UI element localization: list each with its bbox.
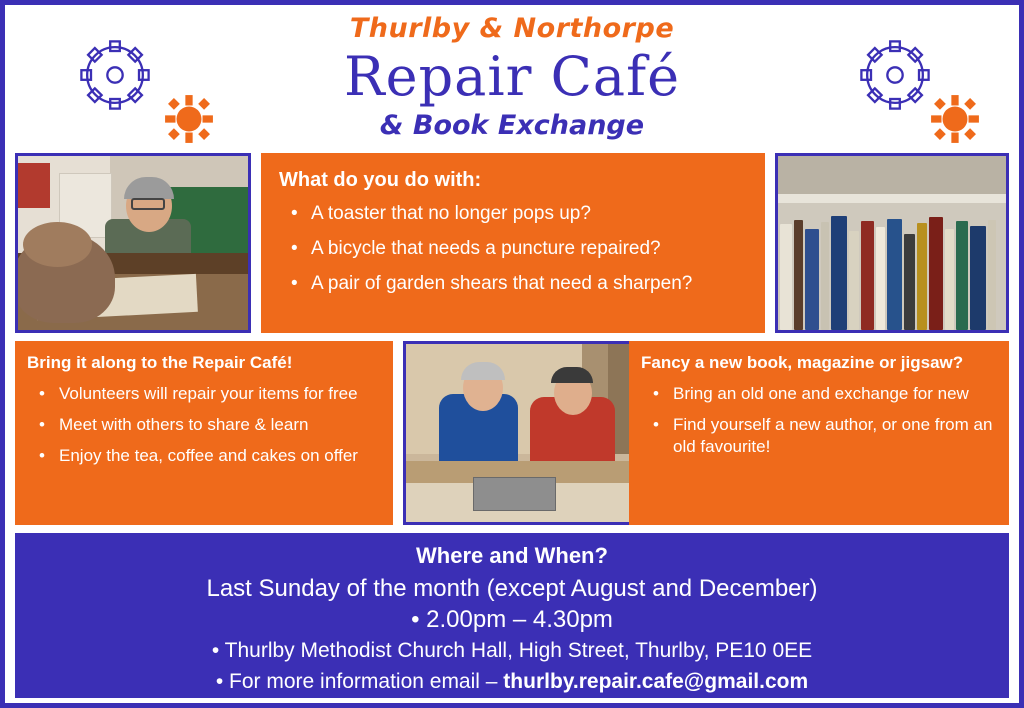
book-spine bbox=[945, 229, 954, 330]
poster-header bbox=[5, 5, 1019, 153]
book-spine bbox=[904, 234, 915, 330]
list-item: • A toaster that no longer pops up? bbox=[305, 202, 747, 226]
list-item: • Find yourself a new author, or one from an old favourite! bbox=[667, 414, 995, 458]
book-spine bbox=[988, 220, 996, 330]
panel-what-list bbox=[279, 202, 747, 296]
footer-line-time: • 2.00pm – 4.30pm bbox=[411, 606, 613, 633]
list-item: • Meet with others to share & learn bbox=[53, 414, 379, 436]
book-spine bbox=[917, 223, 927, 330]
book-spine bbox=[780, 224, 792, 330]
photo-bookshelf bbox=[775, 153, 1009, 333]
panel-book-exchange bbox=[629, 341, 1009, 525]
book-spine bbox=[849, 231, 859, 330]
book-spine bbox=[821, 222, 829, 330]
book-spine bbox=[929, 217, 943, 330]
book-spine bbox=[794, 220, 803, 330]
content-row-2 bbox=[15, 341, 1009, 527]
page-title: Repair Café bbox=[343, 45, 681, 108]
list-item: • Volunteers will repair your items for free bbox=[53, 383, 379, 405]
photo-two-men-repairing bbox=[403, 341, 647, 525]
contact-email: thurlby.repair.cafe@gmail.com bbox=[503, 670, 809, 693]
panel-bring-list bbox=[27, 383, 379, 467]
footer-contact-prefix: • For more information email – bbox=[215, 670, 504, 693]
book-spine bbox=[970, 226, 986, 330]
panel-book-heading: Fancy a new book, magazine or jigsaw? bbox=[641, 353, 964, 372]
footer-line-contact bbox=[29, 666, 995, 697]
book-spine bbox=[861, 221, 874, 330]
book-spine bbox=[831, 216, 847, 330]
bookshelf-books bbox=[778, 215, 1006, 330]
title-block bbox=[5, 13, 1019, 141]
book-spine bbox=[956, 221, 968, 330]
list-item: • A pair of garden shears that need a sharpen? bbox=[305, 272, 747, 296]
panel-bring-heading: Bring it along to the Repair Café! bbox=[27, 353, 293, 372]
list-item: • Bring an old one and exchange for new bbox=[667, 383, 995, 405]
footer-line-date: Last Sunday of the month (except August and December) bbox=[206, 575, 818, 602]
panel-bring-it-along bbox=[15, 341, 393, 525]
book-spine bbox=[887, 219, 902, 330]
book-spine bbox=[876, 227, 885, 330]
list-item: • A bicycle that needs a puncture repaired? bbox=[305, 237, 747, 261]
title-subtitle: & Book Exchange bbox=[379, 110, 645, 141]
list-item: • Enjoy the tea, coffee and cakes on offer bbox=[53, 445, 379, 467]
photo-man-at-table bbox=[15, 153, 251, 333]
title-top: Thurlby & Northorpe bbox=[349, 13, 675, 44]
footer-where-and-when bbox=[15, 533, 1009, 698]
panel-book-list bbox=[641, 383, 995, 458]
book-spine bbox=[805, 229, 819, 330]
panel-what-do-you-do-with bbox=[261, 153, 765, 333]
footer-heading: Where and When? bbox=[416, 543, 608, 568]
content-row-1 bbox=[15, 153, 1009, 335]
footer-line-address: • Thurlby Methodist Church Hall, High Street, Thurlby, PE10 0EE bbox=[211, 639, 813, 662]
panel-what-heading: What do you do with: bbox=[279, 169, 482, 191]
